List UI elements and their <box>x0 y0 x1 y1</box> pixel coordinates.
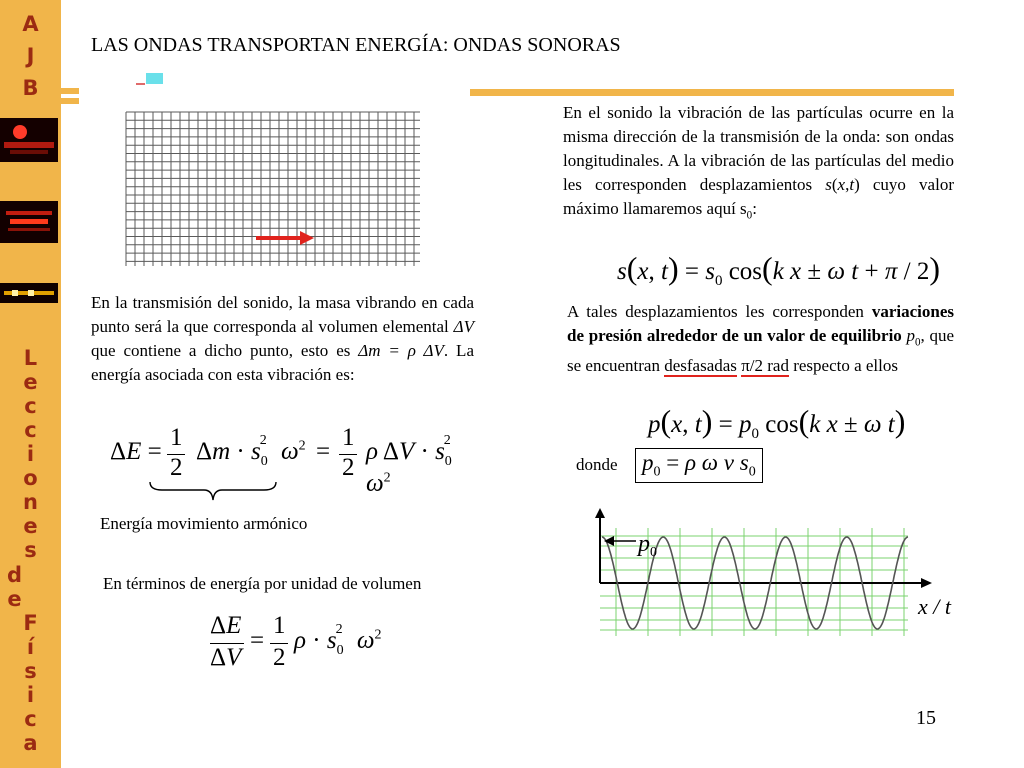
displacement-paragraph: En el sonido la vibración de las partículas ocurre en la misma dirección de la transmisión de la onda: son ondas longitudinales. A la vibración de las partículas del medio les corresponden desplazamientos s(x,t) cuyo valor máximo llamaremos aquí $s_0$: <box>563 103 954 222</box>
energy-density-formula: ΔE ΔV = 1 2 $\rho \cdot s_0^2$ $\omega^2$ <box>210 612 382 671</box>
brace-icon <box>148 480 278 504</box>
sidebar-letter-j: J <box>26 44 35 68</box>
displacement-formula: s(x, $t) = s_0$ cos(k x ± ω t + π / 2) <box>617 250 940 289</box>
pressure-formula: p(x, $t) = p_0$ cos(k x ± ω t) <box>648 403 906 442</box>
sidebar-thumbnail-2 <box>0 201 58 243</box>
sidebar-letter: c <box>24 394 37 418</box>
accent-bar <box>470 89 954 96</box>
small-red-mark <box>136 83 145 85</box>
sidebar-letter: d <box>6 563 23 587</box>
sidebar-letter: i <box>26 683 35 707</box>
small-cyan-mark <box>146 73 163 84</box>
accent-bar <box>61 98 79 104</box>
accent-bar <box>61 88 79 94</box>
sidebar-thumbnail-1 <box>0 118 58 162</box>
amplitude-formula-box: $p_0 = \rho$ ω v $s_0$ <box>635 448 763 483</box>
x-t-axis-label: x / t <box>918 594 951 619</box>
pressure-paragraph: A tales desplazamientos les corresponden variaciones de presión alrededor de un valor de equilibrio $p_0$, que se encuentran desfasadas π/2 rad respecto a ellos <box>567 302 955 376</box>
sidebar-band <box>0 0 61 768</box>
arrow-left-icon <box>604 536 614 546</box>
p0-label: $p_0$ <box>638 531 657 560</box>
donde-label: donde <box>576 455 618 474</box>
sidebar-letter: i <box>26 442 35 466</box>
sidebar-letter: e <box>23 370 38 394</box>
sidebar-letter-a: A <box>22 12 39 36</box>
arrow-right-icon <box>300 231 314 245</box>
sidebar-letter: s <box>24 659 37 683</box>
per-volume-label: En términos de energía por unidad de volumen <box>103 574 422 593</box>
energy-label: Energía movimiento armónico <box>100 514 308 533</box>
transmission-paragraph: En la transmisión del sonido, la masa vibrando en cada punto será la que corresponda al volumen elemental ΔV que contiene a dicho punto, esto es Δm = ρ ΔV. La energía asociada con esta vibración es: <box>91 293 474 384</box>
sidebar-letter: s <box>24 538 37 562</box>
sidebar-letter: F <box>23 611 38 635</box>
page-title: LAS ONDAS TRANSPORTAN ENERGÍA: ONDAS SONORAS <box>91 34 621 56</box>
sidebar-letter: c <box>24 707 37 731</box>
energy-formula: ΔE = 1 2 $\Delta m \cdot s_0^2$ $\omega^2$ = 1 2 ρ $\Delta V \cdot s_0^2$ $\omega^2$ <box>110 424 452 497</box>
longitudinal-wave-grid <box>124 110 424 268</box>
sidebar-letter: L <box>23 346 38 370</box>
x-axis-arrow-icon <box>921 578 932 588</box>
sidebar-letter: o <box>23 466 38 490</box>
sidebar-letter-b: B <box>22 76 39 100</box>
sidebar-letter: c <box>24 418 37 442</box>
sidebar-letter: í <box>26 635 35 659</box>
sidebar-letter: e <box>23 514 38 538</box>
pressure-wave-graph <box>590 508 980 638</box>
sidebar-letter: e <box>7 587 22 611</box>
page-number: 15 <box>916 707 936 729</box>
y-axis-arrow-icon <box>595 508 605 518</box>
sidebar-letter: n <box>23 490 38 514</box>
sidebar-letter: a <box>23 731 38 755</box>
sidebar-thumbnail-3 <box>0 283 58 303</box>
